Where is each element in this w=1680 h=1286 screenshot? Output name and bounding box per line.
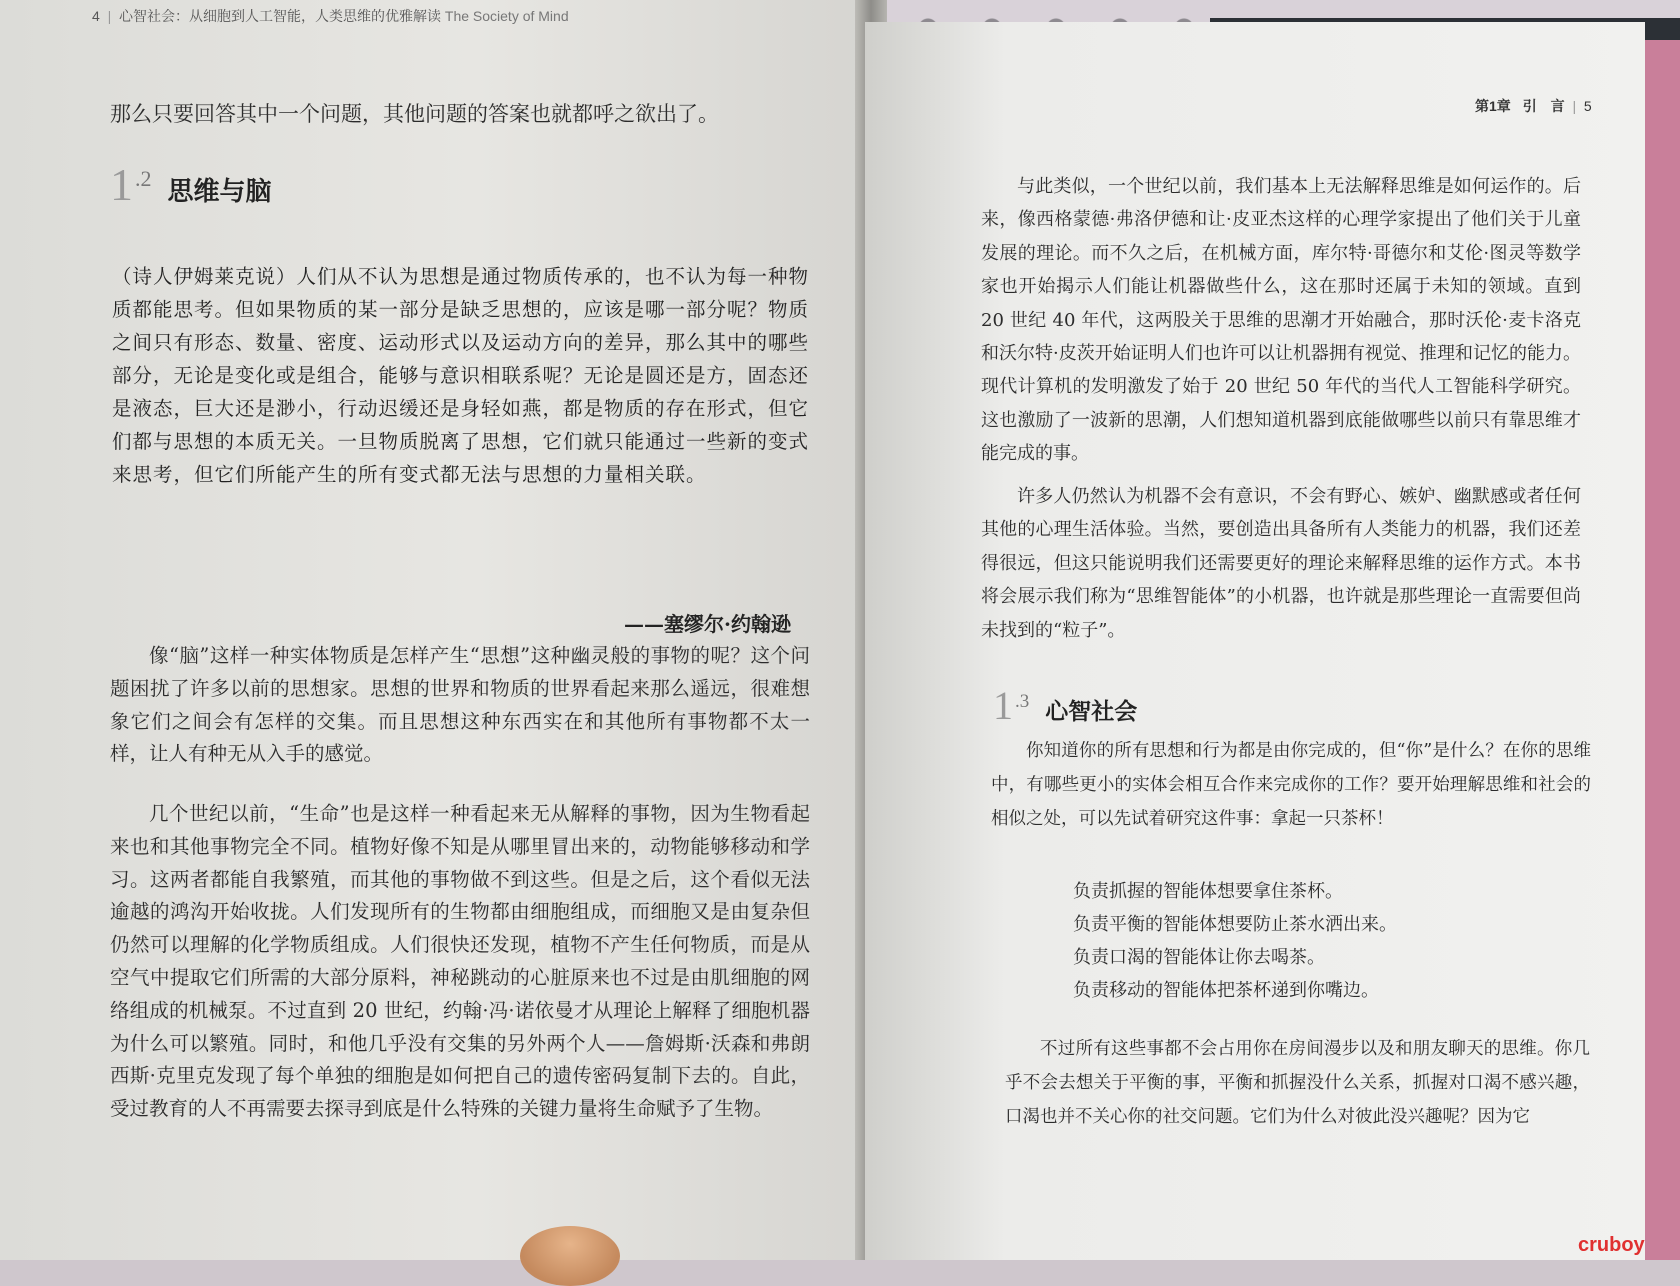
left-paragraph-2: 几个世纪以前，“生命”也是这样一种看起来无从解释的事物，因为生物看起来也和其他事物完全不同。植物好像不知是从哪里冒出来的，动物能够移动和学习。这两者都能自我繁殖，而其他的事物做不到这些。但是之后，这个看似无法逾越的鸿沟开始收拢。人们发现所有的生物都由细胞组成，而细胞又是由复杂但仍然可以理解的化学物质组成。人们很快还发现，植物不产生任何物质，而是从空气中提取它们所需的大部分原料，神秘跳动的心脏原来也不过是由肌细胞的网络组成的机械泵。不过直到 20 世纪，约翰·冯·诺依曼才从理论上解释了细胞机器为什么可以繁殖。同时，和他几乎没有交集的另外两个人——詹姆斯·沃森和弗朗西斯·克里克发现了每个单独的细胞是如何把自己的遗传密码复制下去的。自此，受过教育的人不再需要去探寻到底是什么特殊的关键力量将生命赋予了生物。 [110, 802, 810, 1121]
agent-list-item: 负责口渴的智能体让你去喝茶。 [1073, 947, 1325, 968]
section-number: 1 [110, 159, 133, 210]
agent-list-item: 负责平衡的智能体想要防止茶水洒出来。 [1073, 914, 1397, 935]
section-sub-number: .2 [135, 166, 152, 191]
section-number: 1 [993, 683, 1013, 728]
right-running-head: 第1章 引 言 | 5 [1475, 98, 1592, 114]
epigraph-quote: （诗人伊姆莱克说）人们从不认为思想是通过物质传承的，也不认为每一种物质都能思考。但如果物质的某一部分是缺乏思想的，应该是哪一部分呢？物质之间只有形态、数量、密度、运动形式以及运动方向的差异，那么其中的哪些部分，无论是变化或是组合，能够与意识相联系呢？无论是圆还是方，固态还是液态，巨大还是渺小，行动迟缓还是身轻如燕，都是物质的存在形式，但它们都与思想的本质无关。一旦物质脱离了思想，它们就只能通过一些新的变式来思考，但它们所能产生的所有变式都无法与思想的力量相关联。 [112, 265, 810, 486]
section-title: 心智社会 [1045, 698, 1138, 725]
book-title: 心智社会：从细胞到人工智能，人类思维的优雅解读 [119, 8, 441, 24]
epigraph-attribution: ——塞缪尔·约翰逊 [624, 612, 791, 636]
agent-list-item: 负责抓握的智能体想要拿住茶杯。 [1073, 881, 1343, 902]
left-paragraph-1: 像“脑”这样一种实体物质是怎样产生“思想”这种幽灵般的事物的呢？这个问题困扰了许多以前的思想家。思想的世界和物质的世界看起来那么遥远，很难想象它们之间会有怎样的交集。而且思想这种东西实在和其他所有事物都不太一样，让人有种无从入手的感觉。 [110, 644, 810, 766]
right-paragraph-2: 许多人仍然认为机器不会有意识，不会有野心、嫉妒、幽默感或者任何其他的心理生活体验。当然，要创造出具备所有人类能力的机器，我们还差得很远，但这只能说明我们还需要更好的理论来解释思维的运作方式。本书将会展示我们称为“思维智能体”的小机器，也许就是那些理论一直需要但尚未找到的“粒子”。 [981, 486, 1581, 641]
chapter-title: 引 言 [1522, 98, 1565, 114]
right-paragraph-1: 与此类似，一个世纪以前，我们基本上无法解释思维是如何运作的。后来，像西格蒙德·弗洛伊德和让·皮亚杰这样的心理学家提出了他们关于儿童发展的理论。而不久之后，在机械方面，库尔特·哥德尔和艾伦·图灵等数学家也开始揭示人们能让机器做些什么，这在那时还属于未知的领域。直到 20 世纪 40 年代，这两股关于思维的思潮才开始融合，那时沃伦·麦卡洛克和沃尔特·皮茨开始证明人们也许可以让机器拥有视觉、推理和记忆的能力。现代计算机的发明激发了始于 20 世纪 50 年代的当代人工智能科学研究。这也激励了一波新的思潮，人们想知道机器到底能做哪些以前只有靠思维才能完成的事。 [981, 176, 1581, 465]
section-title: 思维与脑 [167, 177, 272, 207]
section-sub-number: .3 [1015, 691, 1030, 712]
pink-fabric-edge [1645, 40, 1680, 1260]
left-running-head: 4 | 心智社会：从细胞到人工智能，人类思维的优雅解读 The Society of Mind [92, 8, 569, 24]
left-page-number: 4 [92, 8, 100, 24]
agent-list-item: 负责移动的智能体把茶杯递到你嘴边。 [1073, 980, 1379, 1001]
book-english-title: The Society of Mind [444, 8, 569, 24]
section-heading-1-2 [110, 158, 272, 211]
right-page [865, 22, 1645, 1260]
right-intro-paragraph: 你知道你的所有思想和行为都是由你完成的，但“你”是什么？在你的思维中，有哪些更小的实体会相互合作来完成你的工作？要开始理解思维和社会的相似之处，可以先试着研究这件事：拿起一只茶杯！ [991, 741, 1591, 829]
watermark: cruboy [1578, 1234, 1645, 1256]
fingertip [520, 1226, 620, 1286]
right-page-number: 5 [1583, 98, 1592, 114]
chapter-label: 第1章 [1475, 98, 1511, 114]
section-heading-1-3 [993, 682, 1137, 729]
left-top-line: 那么只要回答其中一个问题，其他问题的答案也就都呼之欲出了。 [110, 102, 719, 126]
right-last-paragraph: 不过所有这些事都不会占用你在房间漫步以及和朋友聊天的思维。你几乎不会去想关于平衡的事，平衡和抓握没什么关系，抓握对口渴不感兴趣，口渴也并不关心你的社交问题。它们为什么对彼此没兴趣呢？因为它 [1005, 1039, 1590, 1127]
